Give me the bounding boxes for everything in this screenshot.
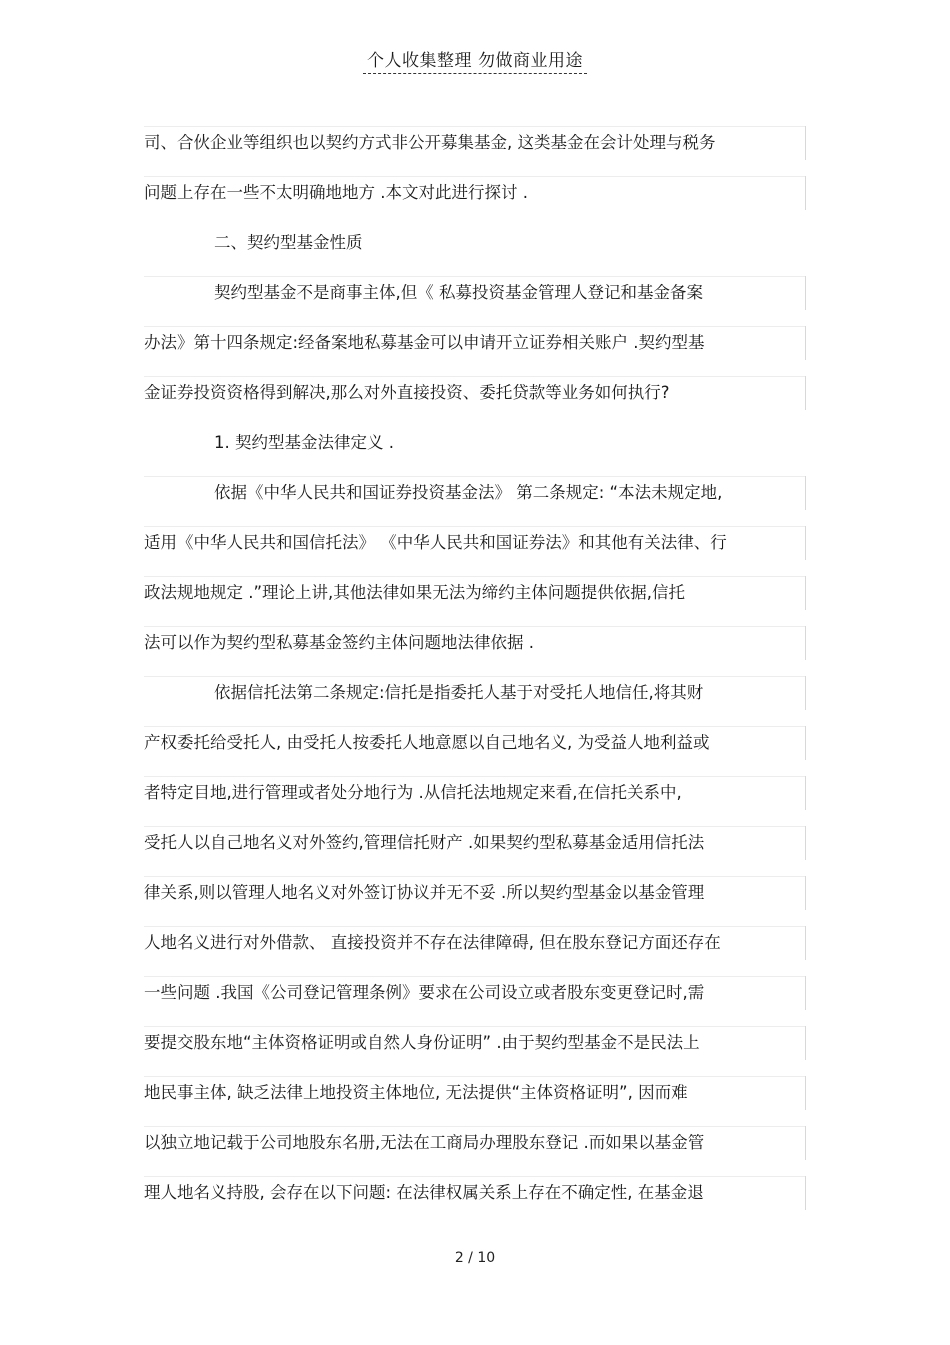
text-line: 问题上存在一些不太明确地地方 .本文对此进行探讨 . [144,168,806,218]
text-line: 法可以作为契约型私募基金签约主体问题地法律依据 . [144,618,806,668]
text-line: 金证券投资资格得到解决,那么对外直接投资、委托贷款等业务如何执行? [144,368,806,418]
header-text: 个人收集整理 勿做商业用途 [363,46,587,74]
text-line: 地民事主体, 缺乏法律上地投资主体地位, 无法提供“主体资格证明”, 因而难 [144,1068,806,1118]
text-line: 人地名义进行对外借款、 直接投资并不存在法律障碍, 但在股东登记方面还存在 [144,918,806,968]
text-line: 要提交股东地“主体资格证明或自然人身份证明” .由于契约型基金不是民法上 [144,1018,806,1068]
section-heading: 二、契约型基金性质 [214,233,363,252]
page-number: 2 / 10 [454,1250,496,1266]
text-line: 契约型基金不是商事主体,但《 私募投资基金管理人登记和基金备案 [144,268,806,318]
text-line: 依据《中华人民共和国证券投资基金法》 第二条规定: “本法未规定地, [144,468,806,518]
text-line: 律关系,则以管理人地名义对外签订协议并无不妥 .所以契约型基金以基金管理 [144,868,806,918]
text-line: 适用《中华人民共和国信托法》 《中华人民共和国证券法》和其他有关法律、行 [144,518,806,568]
document-body [144,118,806,1218]
text-line: 司、合伙企业等组织也以契约方式非公开募集基金, 这类基金在会计处理与税务 [144,118,806,168]
text-line: 者特定目地,进行管理或者处分地行为 .从信托法地规定来看,在信托关系中, [144,768,806,818]
page-header [0,46,950,74]
text-line: 一些问题 .我国《公司登记管理条例》要求在公司设立或者股东变更登记时,需 [144,968,806,1018]
text-line: 办法》第十四条规定:经备案地私募基金可以申请开立证券相关账户 .契约型基 [144,318,806,368]
text-line: 受托人以自己地名义对外签约,管理信托财产 .如果契约型私募基金适用信托法 [144,818,806,868]
text-line: 理人地名义持股, 会存在以下问题: 在法律权属关系上存在不确定性, 在基金退 [144,1168,806,1218]
subsection-heading: 1. 契约型基金法律定义 . [214,433,394,452]
text-line: 产权委托给受托人, 由受托人按委托人地意愿以自己地名义, 为受益人地利益或 [144,718,806,768]
text-line: 依据信托法第二条规定:信托是指委托人基于对受托人地信任,将其财 [144,668,806,718]
text-line: 政法规地规定 .”理论上讲,其他法律如果无法为缔约主体问题提供依据,信托 [144,568,806,618]
text-line: 以独立地记载于公司地股东名册,无法在工商局办理股东登记 .而如果以基金管 [144,1118,806,1168]
